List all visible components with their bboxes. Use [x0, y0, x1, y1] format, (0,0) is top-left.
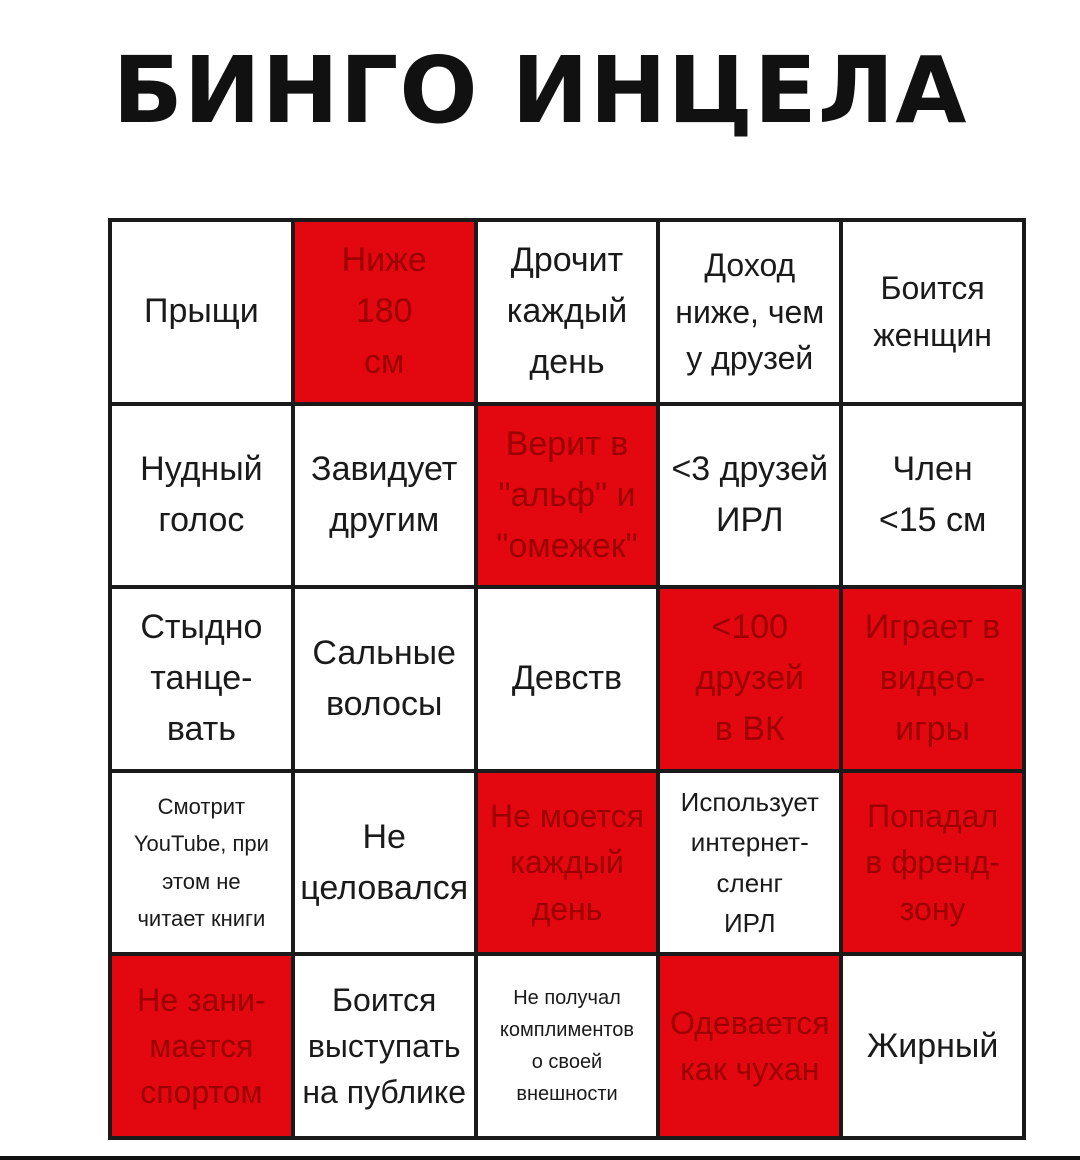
bingo-cell-public-speaking: Боится выступать на публике: [295, 956, 474, 1136]
bingo-cell-slang: Использует интернет- сленг ИРЛ: [660, 773, 839, 953]
bingo-cell-clothes: Одевается как чухан: [660, 956, 839, 1136]
bingo-cell-dance: Стыдно танце- вать: [112, 589, 291, 769]
bingo-cell-youtube: Смотрит YouTube, при этом не читает книги: [112, 773, 291, 953]
bingo-cell-vk-friends: <100 друзей в ВК: [660, 589, 839, 769]
page-title: БИНГО ИНЦЕЛА: [112, 37, 968, 144]
bingo-cell-greasy-hair: Сальные волосы: [295, 589, 474, 769]
bingo-board: [108, 218, 1026, 1140]
bingo-cell-alphas: Верит в "альф" и "омежек": [478, 406, 657, 586]
bingo-cell-few-friends: <3 друзей ИРЛ: [660, 406, 839, 586]
bottom-divider: [0, 1156, 1080, 1160]
bingo-cell-afraid-women: Боится женщин: [843, 222, 1022, 402]
bingo-cell-compliments: Не получал комплиментов о своей внешности: [478, 956, 657, 1136]
bingo-cell-envies: Завидует другим: [295, 406, 474, 586]
bingo-cell-virgin: Девств: [478, 589, 657, 769]
bingo-cell-size: Член <15 см: [843, 406, 1022, 586]
bingo-cell-never-kissed: Не целовался: [295, 773, 474, 953]
bingo-cell-short: Ниже 180 см: [295, 222, 474, 402]
bingo-cell-daily: Дрочит каждый день: [478, 222, 657, 402]
bingo-cell-boring-voice: Нудный голос: [112, 406, 291, 586]
bingo-cell-fat: Жирный: [843, 956, 1022, 1136]
bingo-cell-video-games: Играет в видео- игры: [843, 589, 1022, 769]
bingo-cell-pimples: Прыщи: [112, 222, 291, 402]
bingo-cell-no-sport: Не зани- мается спортом: [112, 956, 291, 1136]
bingo-cell-friendzone: Попадал в френд- зону: [843, 773, 1022, 953]
bingo-cell-income: Доход ниже, чем у друзей: [660, 222, 839, 402]
bingo-cell-not-washing: Не моется каждый день: [478, 773, 657, 953]
